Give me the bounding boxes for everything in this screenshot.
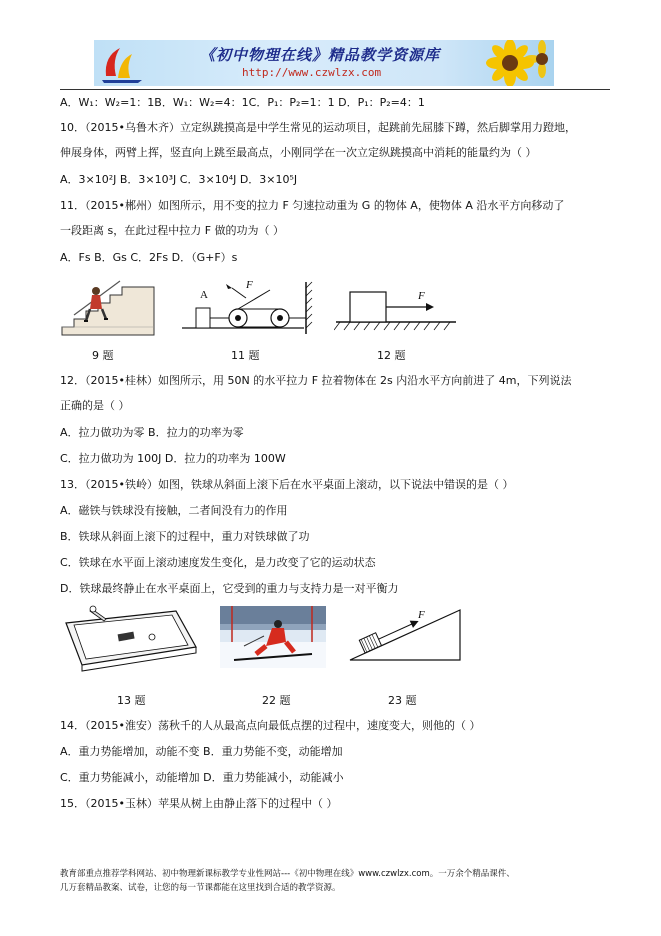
q9-options: A．W₁：W₂=1：1B．W₁：W₂=4：1C．P₁：P₂=1：1 D．P₁：P₂=4：1	[60, 96, 425, 109]
header-banner	[94, 40, 554, 86]
caption-fig22: 22 题	[262, 694, 291, 707]
q12-options-ab: A．拉力做功为零 B．拉力的功率为零	[60, 426, 244, 439]
q12-options-cd: C．拉力做功为 100J D．拉力的功率为 100W	[60, 452, 286, 465]
fig9-stairs-climber	[60, 277, 156, 337]
q10-options: A．3×10²J B．3×10³J C．3×10⁴J D．3×10⁵J	[60, 173, 298, 186]
fig11-pulley-setup	[180, 278, 320, 336]
caption-fig9: 9 题	[92, 349, 114, 362]
banner-url: http://www.czwlzx.com	[242, 66, 382, 79]
q11-options: A．Fs B．Gs C．2Fs D．（G+F）s	[60, 251, 238, 264]
q15-stem: 15．（2015•玉林）苹果从树上由静止落下的过程中（ ）	[60, 797, 338, 810]
q11-stem-1: 11．（2015•郴州）如图所示，用不变的拉力 F 匀速拉动重为 G 的物体 A，使物体 A 沿水平方向移动了	[60, 199, 565, 212]
footer-line-1: 教育部重点推荐学科网站、初中物理新课标教学专业性网站---《初中物理在线》www.czwlzx.com。一万余个精品课件、	[60, 869, 515, 879]
banner-title: 《初中物理在线》精品教学资源库	[200, 46, 441, 64]
fig22-skier-photo	[220, 606, 326, 668]
footer-line-2: 几万套精品教案、试卷，让您的每一节课都能在这里找到合适的教学资源。	[60, 883, 341, 893]
q12-stem-2: 正确的是（ ）	[60, 399, 130, 412]
fig11-label-f: F	[246, 279, 253, 291]
q14-options-cd: C．重力势能减小，动能增加 D．重力势能减小，动能减小	[60, 771, 344, 784]
caption-fig13: 13 题	[117, 694, 146, 707]
q13-option-c: C．铁球在水平面上滚动速度发生变化，是力改变了它的运动状态	[60, 556, 376, 569]
q10-stem-2: 伸展身体，两臂上挥，竖直向上跳至最高点，小刚同学在一次立定纵跳摸高中消耗的能量约为（ ）	[60, 146, 537, 159]
caption-fig23: 23 题	[388, 694, 417, 707]
site-logo-icon	[98, 42, 146, 84]
q13-option-b: B．铁球从斜面上滚下的过程中，重力对铁球做了功	[60, 530, 310, 543]
q14-stem: 14．（2015•淮安）荡秋千的人从最高点向最低点摆的过程中，速度变大，则他的（ ）	[60, 719, 481, 732]
fig12-block-pulled	[334, 282, 458, 334]
caption-fig12: 12 题	[377, 349, 406, 362]
fig11-label-a: A	[200, 289, 208, 301]
fig23-label-f: F	[418, 609, 425, 621]
q14-options-ab: A．重力势能增加，动能不变 B．重力势能不变，动能增加	[60, 745, 343, 758]
caption-fig11: 11 题	[231, 349, 260, 362]
q13-stem: 13．（2015•铁岭）如图，铁球从斜面上滚下后在水平桌面上滚动，以下说法中错误的是（ ）	[60, 478, 514, 491]
fig23-incline-block	[346, 606, 464, 666]
header-rule	[60, 89, 610, 90]
page-footer	[60, 867, 620, 895]
q13-option-d: D．铁球最终静止在水平桌面上，它受到的重力与支持力是一对平衡力	[60, 582, 399, 595]
q12-stem-1: 12．（2015•桂林）如图所示，用 50N 的水平拉力 F 拉着物体在 2s 内沿水平方向前进了 4m，下列说法	[60, 374, 572, 387]
q10-stem-1: 10．（2015•乌鲁木齐）立定纵跳摸高是中学生常见的运动项目，起跳前先屈膝下蹲，然后脚掌用力蹬地，	[60, 121, 576, 134]
fig13-ball-on-table	[60, 603, 200, 673]
q11-stem-2: 一段距离 s，在此过程中拉力 F 做的功为（ ）	[60, 224, 285, 237]
sunflower-icon	[452, 40, 552, 86]
q13-option-a: A．磁铁与铁球没有接触，二者间没有力的作用	[60, 504, 288, 517]
fig12-label-f: F	[418, 290, 425, 302]
